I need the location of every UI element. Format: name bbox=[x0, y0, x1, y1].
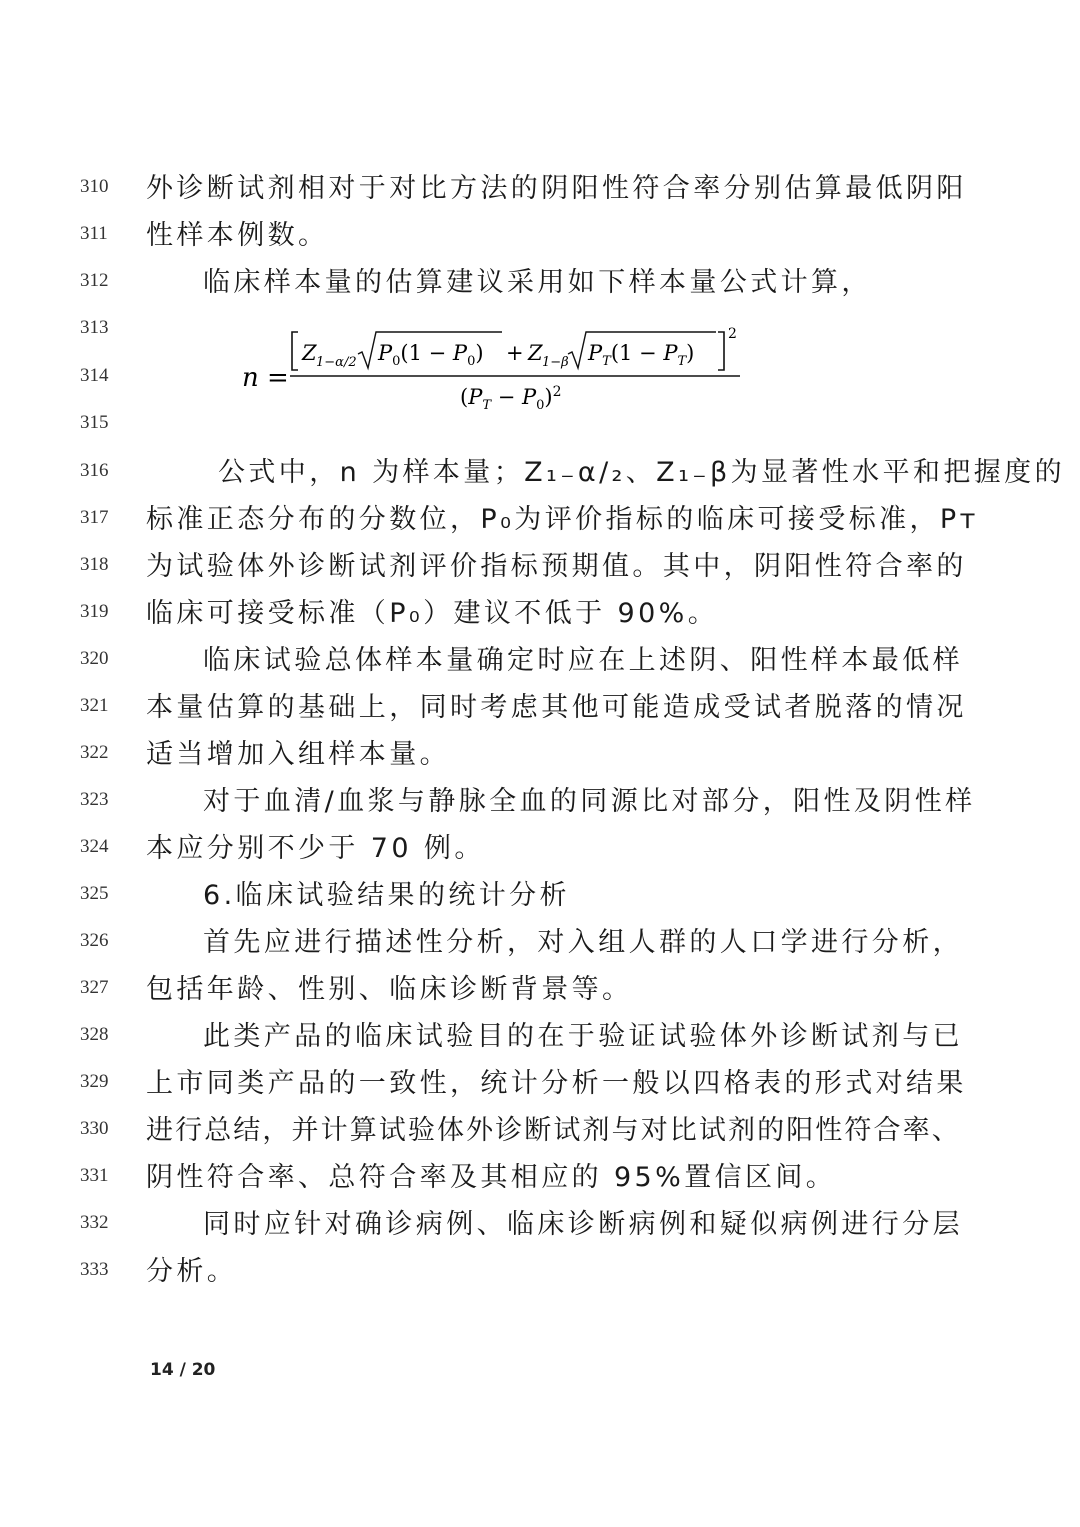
text-line bbox=[0, 1155, 1080, 1195]
line-number: 314 bbox=[80, 365, 109, 386]
left-bracket bbox=[292, 332, 298, 370]
line-text: 阴性符合率、总符合率及其相应的 95%置信区间。 bbox=[146, 1162, 837, 1193]
line-text: 临床试验总体样本量确定时应在上述阴、阳性样本最低样 bbox=[203, 645, 963, 676]
line-number: 318 bbox=[80, 554, 109, 575]
line-text: 本应分别不少于 70 例。 bbox=[146, 833, 485, 864]
formula-lhs: n = bbox=[242, 363, 289, 393]
line-number: 329 bbox=[80, 1071, 109, 1092]
text-line bbox=[0, 732, 1080, 772]
text-line bbox=[0, 213, 1080, 253]
line-number: 321 bbox=[80, 695, 109, 716]
line-number: 315 bbox=[80, 412, 109, 433]
text-line bbox=[0, 1061, 1080, 1101]
sample-size-formula bbox=[240, 318, 760, 418]
line-text: 适当增加入组样本量。 bbox=[146, 739, 450, 770]
sqrt-body-2: $P_T(1 - P_T)$ bbox=[588, 341, 695, 369]
text-line bbox=[0, 1202, 1080, 1242]
line-text: 临床可接受标准（P₀）建议不低于 90%。 bbox=[146, 598, 719, 629]
line-text: 临床样本量的估算建议采用如下样本量公式计算， bbox=[203, 267, 872, 298]
line-number: 330 bbox=[80, 1118, 109, 1139]
line-text: 对于血清/血浆与静脉全血的同源比对部分，阳性及阴性样 bbox=[203, 786, 976, 817]
text-line bbox=[0, 1249, 1080, 1289]
text-line bbox=[0, 920, 1080, 960]
line-number: 317 bbox=[80, 507, 109, 528]
plus-sign: + bbox=[506, 341, 524, 365]
text-line bbox=[0, 826, 1080, 866]
z-alpha-sub: 1−α/2 bbox=[316, 355, 357, 370]
line-number: 327 bbox=[80, 977, 109, 998]
line-text: 为试验体外诊断试剂评价指标预期值。其中，阴阳性符合率的 bbox=[146, 551, 967, 582]
line-text: 外诊断试剂相对于对比方法的阴阳性符合率分别估算最低阴阳 bbox=[146, 173, 967, 204]
line-number: 310 bbox=[80, 176, 109, 197]
line-number: 322 bbox=[80, 742, 109, 763]
text-line bbox=[0, 544, 1080, 584]
line-number: 320 bbox=[80, 648, 109, 669]
line-text: 包括年龄、性别、临床诊断背景等。 bbox=[146, 974, 633, 1005]
z-alpha: Z bbox=[302, 341, 317, 365]
line-number: 332 bbox=[80, 1212, 109, 1233]
right-bracket bbox=[718, 332, 724, 370]
line-text: 同时应针对确诊病例、临床诊断病例和疑似病例进行分层 bbox=[203, 1209, 963, 1240]
line-text: 标准正态分布的分数位，P₀为评价指标的临床可接受标准，Pᴛ bbox=[146, 504, 979, 535]
text-line bbox=[0, 166, 1080, 206]
line-text: 公式中，n 为样本量；Z₁₋α/₂、Z₁₋β为显著性水平和把握度的 bbox=[218, 457, 1065, 488]
line-number: 333 bbox=[80, 1259, 109, 1280]
text-line bbox=[0, 779, 1080, 819]
denominator: $(P_T - P_0)^2$ bbox=[460, 384, 562, 413]
line-text: 此类产品的临床试验目的在于验证试验体外诊断试剂与已 bbox=[203, 1021, 963, 1052]
text-line bbox=[0, 260, 1080, 300]
numerator-exponent: 2 bbox=[728, 326, 737, 342]
text-line bbox=[0, 1014, 1080, 1054]
text-line bbox=[0, 873, 1080, 913]
page-number: 14 / 20 bbox=[150, 1360, 216, 1380]
line-number: 328 bbox=[80, 1024, 109, 1045]
text-line bbox=[0, 497, 1080, 537]
text-line bbox=[0, 638, 1080, 678]
line-number: 311 bbox=[80, 223, 108, 244]
sqrt-body-1: $P_0(1 - P_0)$ bbox=[378, 341, 484, 369]
line-text: 首先应进行描述性分析，对入组人群的人口学进行分析， bbox=[203, 927, 963, 958]
text-line bbox=[0, 450, 1080, 490]
line-number: 313 bbox=[80, 317, 109, 338]
z-beta-sub: 1−β bbox=[542, 355, 569, 370]
z-beta: Z bbox=[528, 341, 543, 365]
line-number: 326 bbox=[80, 930, 109, 951]
line-text: 性样本例数。 bbox=[146, 220, 329, 251]
line-number: 331 bbox=[80, 1165, 109, 1186]
line-text: 进行总结，并计算试验体外诊断试剂与对比试剂的阳性符合率、 bbox=[146, 1115, 961, 1146]
text-line bbox=[0, 1108, 1080, 1148]
line-number: 316 bbox=[80, 460, 109, 481]
section-heading: 6.临床试验结果的统计分析 bbox=[203, 880, 570, 911]
line-number: 319 bbox=[80, 601, 109, 622]
text-line bbox=[0, 685, 1080, 725]
line-number: 323 bbox=[80, 789, 109, 810]
line-text: 上市同类产品的一致性，统计分析一般以四格表的形式对结果 bbox=[146, 1068, 967, 1099]
line-text: 分析。 bbox=[146, 1256, 238, 1287]
line-number: 324 bbox=[80, 836, 109, 857]
text-line bbox=[0, 967, 1080, 1007]
line-number: 325 bbox=[80, 883, 109, 904]
line-text: 本量估算的基础上，同时考虑其他可能造成受试者脱落的情况 bbox=[146, 692, 967, 723]
formula-graphic bbox=[240, 318, 760, 418]
line-number: 312 bbox=[80, 270, 109, 291]
text-line bbox=[0, 591, 1080, 631]
